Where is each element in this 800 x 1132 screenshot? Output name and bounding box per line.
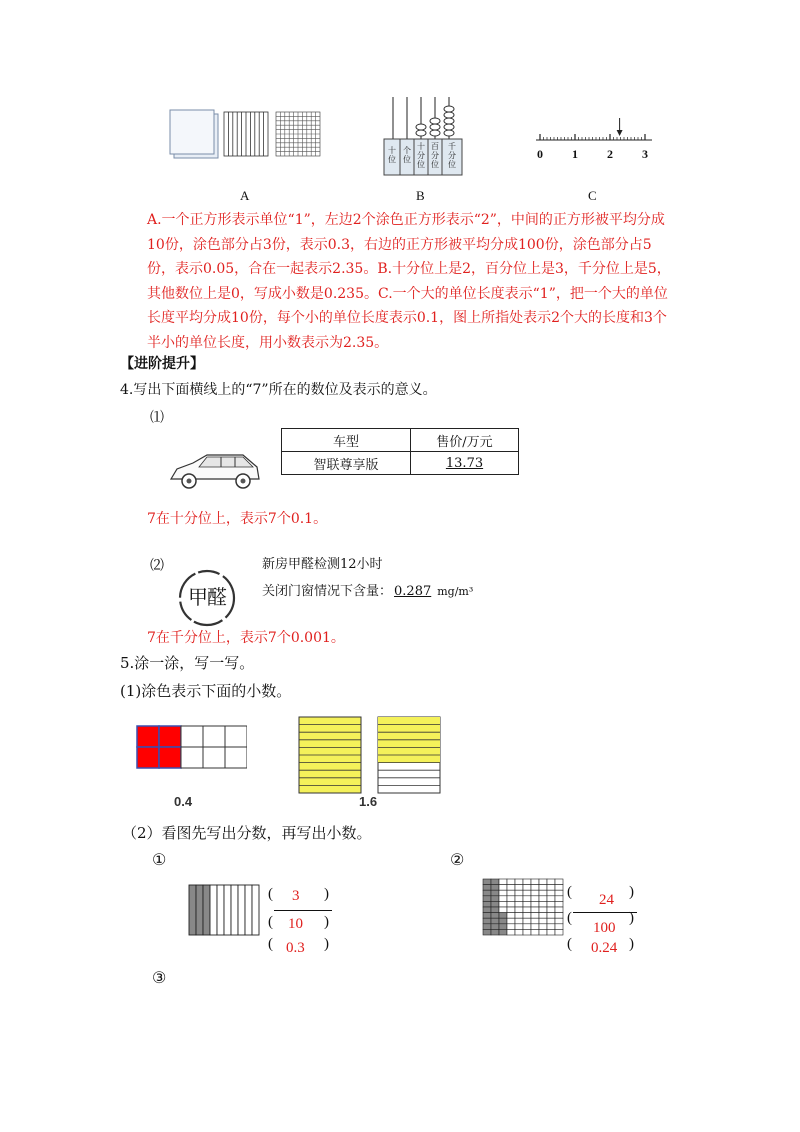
grid-cell xyxy=(499,907,507,913)
grid-cell xyxy=(491,879,499,885)
grid-cell xyxy=(523,913,531,919)
grid-cell xyxy=(515,901,523,907)
grid-cell xyxy=(499,924,507,930)
grid-cell xyxy=(539,924,547,930)
fraction-answer-1: ( ) 3 ( ) 10 ( ) 0.3 xyxy=(268,886,334,956)
grid-cell xyxy=(539,896,547,902)
grid-cell xyxy=(555,907,563,913)
grid-cell xyxy=(555,890,563,896)
strip-column xyxy=(238,885,245,935)
grid-cell xyxy=(547,885,555,891)
grid-cell xyxy=(531,924,539,930)
grid-cell xyxy=(523,879,531,885)
figure-a xyxy=(168,108,328,164)
grid-cell xyxy=(483,918,491,924)
grid-cell xyxy=(507,924,515,930)
grid-cell xyxy=(483,885,491,891)
numberline-tick-label: 3 xyxy=(642,147,648,161)
q4-part1-answer: 7在十分位上，表示7个0.1。 xyxy=(147,511,328,527)
grid-cell xyxy=(539,890,547,896)
grid-cell xyxy=(181,747,203,768)
strip-column xyxy=(217,885,224,935)
abacus-column-label: 位 xyxy=(431,160,439,169)
grid-cell xyxy=(181,726,203,747)
figure-label-a: A xyxy=(240,188,250,203)
strip-column xyxy=(189,885,196,935)
grid-cell xyxy=(523,907,531,913)
grid-cell xyxy=(547,890,555,896)
q4-part2-number: ⑵ xyxy=(150,558,164,574)
grid-cell xyxy=(523,890,531,896)
grid-cell xyxy=(491,929,499,935)
grid-cell xyxy=(507,929,515,935)
grid-cell xyxy=(507,885,515,891)
grid-cell xyxy=(515,896,523,902)
grid-cell xyxy=(491,885,499,891)
fig2-label: 1.6 xyxy=(359,794,378,809)
grid-cell xyxy=(491,907,499,913)
figure-b-abacus xyxy=(378,95,468,181)
grid-cell xyxy=(499,913,507,919)
grid-cell xyxy=(547,896,555,902)
grid-cell xyxy=(547,901,555,907)
grid-cell xyxy=(499,901,507,907)
q4-part2-answer: 7在千分位上，表示7个0.001。 xyxy=(147,630,345,646)
grid-cell xyxy=(555,913,563,919)
strip-column xyxy=(245,885,252,935)
q4-part2-line1: 新房甲醛检测12小时 xyxy=(262,557,383,572)
abacus-column-label: 十 xyxy=(417,142,425,151)
grid-cell xyxy=(539,879,547,885)
grid-cell xyxy=(483,924,491,930)
grid-cell xyxy=(547,913,555,919)
item1-marker: ① xyxy=(152,850,167,869)
grid-cell xyxy=(539,885,547,891)
grid-cell xyxy=(515,879,523,885)
stamp-text: 甲醛 xyxy=(188,585,226,609)
q4-part2-line2 xyxy=(262,585,473,599)
q4-part2-line2-prefix: 关闭门窗情况下含量： xyxy=(262,584,393,599)
abacus-column-label: 分 xyxy=(431,151,439,160)
abacus-column-label: 位 xyxy=(417,160,425,169)
grid-cell xyxy=(507,913,515,919)
grid-cell xyxy=(523,901,531,907)
grid-cell xyxy=(539,918,547,924)
tenths-strip-figure xyxy=(188,884,262,940)
grid-cell xyxy=(547,918,555,924)
fig1-label: 0.4 xyxy=(174,794,193,809)
table-header-model: 车型 xyxy=(282,429,411,452)
grid-cell xyxy=(547,924,555,930)
grid-cell xyxy=(547,929,555,935)
grid-cell xyxy=(159,726,181,747)
q4-prompt: 4.写出下面横线上的“7”所在的数位及表示的意义。 xyxy=(120,382,437,398)
fraction-answer-2: ( ) 24 ( ) 100 ( ) 0.24 xyxy=(567,884,639,958)
grid-cell xyxy=(539,901,547,907)
grid-cell xyxy=(555,885,563,891)
item1-numerator: 3 xyxy=(292,888,300,904)
grid-cell xyxy=(515,885,523,891)
grid-cell xyxy=(523,885,531,891)
grid-cell xyxy=(531,918,539,924)
grid-cell xyxy=(539,907,547,913)
abacus-column-label: 分 xyxy=(448,151,456,160)
grid-cell xyxy=(491,924,499,930)
grid-cell xyxy=(515,918,523,924)
grid-cell xyxy=(159,747,181,768)
grid-cell xyxy=(531,896,539,902)
item2-numerator: 24 xyxy=(599,892,614,908)
abacus-column-label: 百 xyxy=(431,142,439,151)
grid-cell xyxy=(225,726,247,747)
grid-cell xyxy=(555,901,563,907)
item1-decimal: 0.3 xyxy=(286,940,305,956)
figure-c-numberline xyxy=(530,112,660,166)
grid-cell xyxy=(225,747,247,768)
grid-cell xyxy=(499,929,507,935)
grid-cell xyxy=(547,879,555,885)
formaldehyde-stamp xyxy=(177,568,237,628)
grid-cell xyxy=(515,924,523,930)
strip-column xyxy=(224,885,231,935)
grid-cell xyxy=(491,890,499,896)
q5-prompt: 5.涂一涂，写一写。 xyxy=(120,654,255,672)
grid-cell xyxy=(531,879,539,885)
car-illustration xyxy=(165,447,265,501)
grid-cell xyxy=(531,913,539,919)
grid-cell xyxy=(531,929,539,935)
grid-cell xyxy=(507,879,515,885)
grid-cell xyxy=(531,890,539,896)
item2-decimal: 0.24 xyxy=(591,940,618,956)
table-header-price: 售价/万元 xyxy=(411,429,519,452)
grid-cell xyxy=(523,918,531,924)
grid-cell xyxy=(515,907,523,913)
numberline-tick-label: 0 xyxy=(537,147,543,161)
grid-cell xyxy=(539,929,547,935)
table-cell-model: 智联尊享版 xyxy=(282,452,411,475)
grid-cell xyxy=(483,907,491,913)
grid-cell xyxy=(539,913,547,919)
grid-cell xyxy=(483,913,491,919)
item2-marker: ② xyxy=(450,850,465,869)
abacus-column-label: 千 xyxy=(448,142,456,151)
grid-cell xyxy=(499,918,507,924)
q4-part2-value: 0.287 xyxy=(394,584,432,599)
grid-cell xyxy=(499,885,507,891)
figure-label-b: B xyxy=(416,188,425,203)
grid-cell xyxy=(491,913,499,919)
grid-cell xyxy=(515,890,523,896)
grid-cell xyxy=(507,896,515,902)
grid-cell xyxy=(483,901,491,907)
grid-cell xyxy=(507,918,515,924)
answer-3-explanation: A.一个正方形表示单位“1”，左边2个涂色正方形表示“2”，中间的正方形被平均分成10份，涂色部分占3份，表示0.3，右边的正方形被平均分成100份，涂色部分占5份，表示0.05，合在一起表示2.35。B.十分位上是2，百分位上是3，千分位上是5，其他数位上是0，写成小数是0.235。C.一个大的单位长度表示“1”，把一个大的单位长度平均分成10份，每个小的单位长度表示0.1，图上所指处表示2个大的长度和3个半小的单位长度，用小数表示为2.35。 xyxy=(147,212,671,351)
abacus-column-label: 位 xyxy=(448,160,456,169)
abacus-column-label: 分 xyxy=(417,151,425,160)
grid-cell xyxy=(491,918,499,924)
q5-part2-prompt: （2）看图先写出分数，再写出小数。 xyxy=(122,824,372,842)
grid-cell xyxy=(531,885,539,891)
shading-figure-0-4 xyxy=(135,724,247,774)
grid-cell xyxy=(515,929,523,935)
table-cell-price: 13.73 xyxy=(445,455,484,471)
item3-marker: ③ xyxy=(152,968,167,987)
q4-part1-number: ⑴ xyxy=(150,410,164,426)
strip-column xyxy=(196,885,203,935)
grid-cell xyxy=(531,907,539,913)
section-heading: 【进阶提升】 xyxy=(120,356,204,372)
grid-cell xyxy=(507,901,515,907)
abacus-column-label: 十 xyxy=(388,146,396,155)
grid-cell xyxy=(547,907,555,913)
grid-cell xyxy=(555,896,563,902)
shading-figure-1-6 xyxy=(298,716,444,798)
fraction-bar-2 xyxy=(573,912,637,913)
strip-column xyxy=(231,885,238,935)
strip-column xyxy=(252,885,259,935)
hundredths-grid-figure xyxy=(482,878,564,940)
grid-cell xyxy=(499,890,507,896)
numberline-tick-label: 2 xyxy=(607,147,613,161)
grid-cell xyxy=(499,879,507,885)
abacus-column-label: 个 xyxy=(403,146,411,155)
grid-cell xyxy=(531,901,539,907)
grid-cell xyxy=(499,896,507,902)
grid-cell xyxy=(137,726,159,747)
grid-cell xyxy=(523,896,531,902)
q4-part2-unit: mg/m³ xyxy=(437,585,474,598)
strip-column xyxy=(210,885,217,935)
numberline-tick-label: 1 xyxy=(572,147,578,161)
grid-cell xyxy=(137,747,159,768)
grid-cell xyxy=(507,907,515,913)
grid-cell xyxy=(483,879,491,885)
fraction-bar-1 xyxy=(274,910,332,911)
grid-cell xyxy=(515,913,523,919)
grid-cell xyxy=(483,929,491,935)
grid-cell xyxy=(203,726,225,747)
abacus-column-label: 位 xyxy=(388,155,396,164)
grid-cell xyxy=(555,929,563,935)
abacus-column-label: 位 xyxy=(403,155,411,164)
grid-cell xyxy=(507,890,515,896)
grid-cell xyxy=(491,896,499,902)
grid-cell xyxy=(523,929,531,935)
grid-cell xyxy=(491,901,499,907)
grid-cell xyxy=(555,924,563,930)
item1-denominator: 10 xyxy=(288,916,303,932)
q5-part1-prompt: (1)涂色表示下面的小数。 xyxy=(120,682,292,700)
grid-cell xyxy=(203,747,225,768)
car-price-table xyxy=(281,428,519,475)
strip-column xyxy=(203,885,210,935)
grid-cell xyxy=(555,879,563,885)
grid-cell xyxy=(483,896,491,902)
figure-label-c: C xyxy=(588,188,597,203)
grid-cell xyxy=(483,890,491,896)
grid-cell xyxy=(555,918,563,924)
item2-denominator: 100 xyxy=(593,920,616,936)
grid-cell xyxy=(523,924,531,930)
